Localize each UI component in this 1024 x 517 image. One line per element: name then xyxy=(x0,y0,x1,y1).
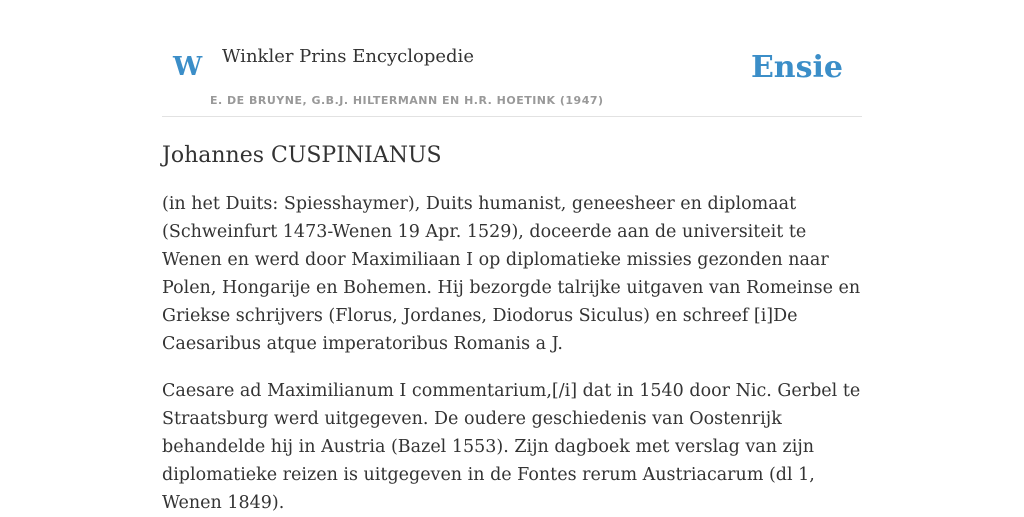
entry-card xyxy=(162,0,862,517)
winkler-prins-logo[interactable]: W xyxy=(173,52,203,82)
entry-paragraph-1: (in het Duits: Spiesshaymer), Duits humanist, geneesheer en diplomaat (Schweinfurt 1473-Wenen 19 Apr. 1529), doceerde aan de universiteit te Wenen en werd door Maximiliaan I op diplomatieke missies gezonden naar Polen, Hongarije en Bohemen. Hij bezorgde talrijke uitgaven van Romeinse en Griekse schrijvers (Florus, Jordanes, Diodorus Siculus) en schreef [i]De Caesaribus atque imperatoribus Romanis a J. xyxy=(162,194,861,354)
authors-line: E. DE BRUYNE, G.B.J. HILTERMANN EN H.R. HOETINK (1947) xyxy=(210,94,604,107)
header xyxy=(162,0,862,117)
entry-paragraph-2: Caesare ad Maximilianum I commentarium,[/i] dat in 1540 door Nic. Gerbel te Straatsburg werd uitgegeven. De oudere geschiedenis van Oostenrijk behandelde hij in Austria (Bazel 1553). Zijn dagboek met verslag van zijn diplomatieke reizen is uitgegeven in de Fontes rerum Austriacarum (dl 1, Wenen 1849). xyxy=(162,381,861,513)
page-title: Johannes CUSPINIANUS xyxy=(162,143,442,168)
publication-title[interactable]: Winkler Prins Encyclopedie xyxy=(222,46,474,67)
ensie-logo[interactable]: Ensie xyxy=(750,50,843,85)
